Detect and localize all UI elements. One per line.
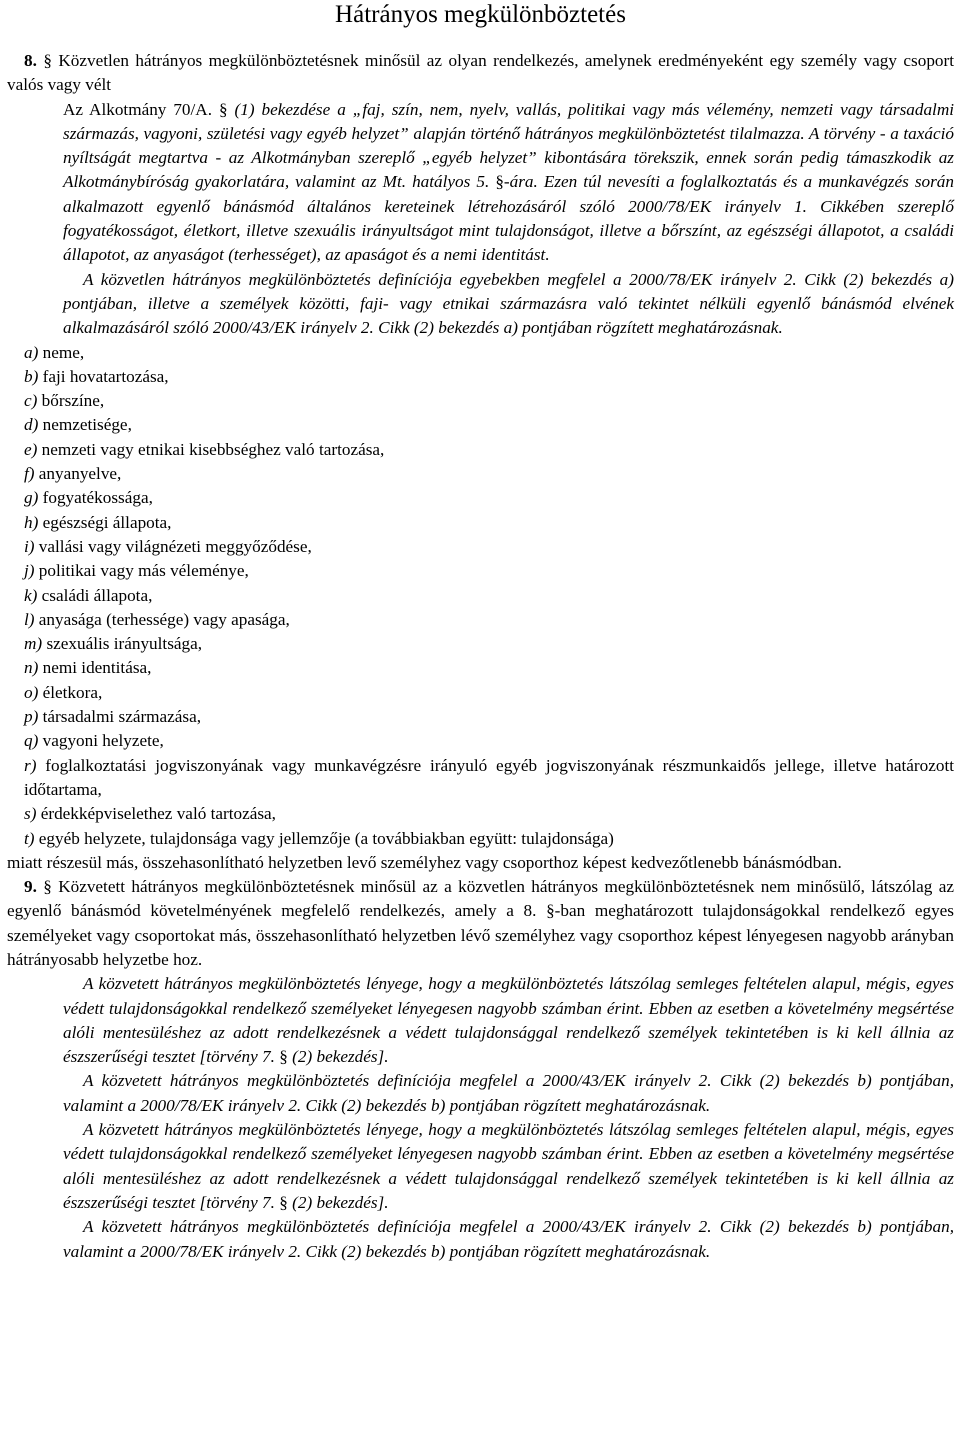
list-item [24, 608, 954, 632]
section-9-text: Közvetett hátrányos megkülönböztetésnek minősül az a közvetlen hátrányos megkülönböztetésnek nem minősülő, látszólag az egyenlő bánásmód követelményének megfelelő rendelkezés, amely a 8. [7, 877, 954, 921]
list-item-label: p) [24, 707, 39, 727]
commentary-paragraph [63, 1118, 954, 1215]
list-item-label: h) [24, 512, 39, 532]
list-item [24, 656, 954, 680]
commentary-paragraph: A közvetett hátrányos megkülönböztetés definíciója megfelel a 2000/43/EK irányelv 2. Cikk (2) bekezdés b) pontjában, valamint a 2000/78/EK irányelv 2. Cikk (2) bekezdés b) pontjában rögzített meghatározásnak. [63, 1217, 954, 1261]
list-item-text: politikai vagy más véleménye, [38, 561, 249, 581]
list-item-label: q) [24, 731, 39, 751]
section-8-end: miatt részesül más, összehasonlítható helyzetben levő személyhez vagy csoporthoz képest kedvezőtlenebb bánásmódban. [7, 852, 842, 872]
commentary-block-1 [7, 98, 954, 341]
section-8-intro [7, 49, 954, 98]
list-item [24, 681, 954, 705]
section-sign: § [279, 1047, 288, 1067]
list-item [24, 511, 954, 535]
list-item [24, 584, 954, 608]
list-item-text: bőrszíne, [41, 391, 105, 411]
list-item [24, 389, 954, 413]
list-item-text: egyéb helyzete, tulajdonsága vagy jellemzője (a továbbiakban együtt: tulajdonsága) [38, 828, 614, 848]
list-item-label: a) [24, 342, 39, 362]
list-item-text: nemzeti vagy etnikai kisebbséghez való tartozása, [41, 439, 385, 459]
list-item-label: m) [24, 634, 43, 654]
list-item-text: érdekképviselethez való tartozása, [40, 804, 276, 824]
list-item-text: társadalmi származása, [42, 707, 202, 727]
list-item-label: n) [24, 658, 39, 678]
commentary-text: A közvetett hátrányos megkülönböztetés lényege, hogy a megkülönböztetés látszólag semleges feltételen alapul, mégis, egyes védett tulajdonságokkal rendelkező személyeket lényegesen nagyobb számban érint. Ebben az esetben a követelmény megsértése alóli mentesüléshez az adott rendelkezésnek a védett tulajdonsággal rendelkező személyek tekintetében is ki kell állnia az észszerűségi tesztet [törvény 7. [63, 974, 954, 1067]
commentary-text: (2) bekezdés]. [292, 1192, 389, 1212]
list-item-text: foglalkoztatási jogviszonyának vagy munkavégzésre irányuló egyéb jogviszonyának részmunkaidős jellege, illetve határozott időtartama, [24, 755, 955, 799]
list-item [24, 802, 954, 826]
section-8-text: Közvetlen hátrányos megkülönböztetésnek minősül az olyan rendelkezés, amelynek eredményeként egy személy vagy csoport valós vagy vélt [7, 51, 955, 95]
commentary-text: (2) bekezdés]. [292, 1047, 389, 1067]
list-item [24, 705, 954, 729]
list-item-text: anyanyelve, [38, 464, 122, 484]
list-item-text: életkora, [42, 682, 103, 702]
commentary-block-2 [7, 972, 954, 1264]
list-item [24, 754, 954, 803]
section-number: 8. [24, 51, 37, 70]
commentary-lead: Az Alkotmány 70/A. [63, 99, 213, 119]
list-item [24, 413, 954, 437]
section-9-text: -ban meghatározott tulajdonságokkal rendelkező egyes személyeket vagy csoportokat más, összehasonlítható helyzetben lévő személyhez vagy csoporthoz képest lényegesen nagyobb arányban hátrányosabb helyzetbe hoz. [7, 901, 954, 969]
list-item-label: e) [24, 439, 38, 459]
list-item-label: t) [24, 828, 35, 848]
list-item [24, 535, 954, 559]
list-item-label: l) [24, 609, 35, 629]
list-item [24, 632, 954, 656]
list-item-text: vallási vagy világnézeti meggyőződése, [38, 536, 312, 556]
list-item [24, 729, 954, 753]
list-item-label: c) [24, 391, 38, 411]
list-item-label: k) [24, 585, 38, 605]
commentary-paragraph: A közvetlen hátrányos megkülönböztetés definíciója egyebekben megfelel a 2000/78/EK irányelv 2. Cikk (2) bekezdés a) pontjában, illetve a személyek közötti, faji- vagy etnikai származásra való tekintet nélküli egyenlő bánásmód elvének alkalmazásáról szóló 2000/43/EK irányelv 2. Cikk (2) bekezdés a) pontjában rögzített meghatározásnak. [63, 269, 954, 338]
list-item [24, 462, 954, 486]
list-item-text: szexuális irányultsága, [46, 634, 203, 654]
list-item-label: o) [24, 682, 39, 702]
list-item-label: i) [24, 536, 35, 556]
list-item-text: egészségi állapota, [42, 512, 172, 532]
list-item-label: d) [24, 415, 39, 435]
commentary-paragraph [63, 98, 954, 268]
list-item-text: faji hovatartozása, [42, 366, 169, 386]
section-sign: § [546, 901, 555, 921]
list-item [24, 827, 954, 851]
list-item [24, 341, 954, 365]
section-sign: § [495, 172, 504, 192]
list-item-text: anyasága (terhessége) vagy apasága, [38, 609, 290, 629]
list-item-text: nemzetisége, [42, 415, 132, 435]
page-title: Hátrányos megkülönböztetés [335, 1, 626, 28]
commentary-text: (1) bekezdése a „faj, szín, nem, nyelv, vallás, politikai vagy más vélemény, nemzeti vagy társadalmi származás, vagyoni, születési vagy egyéb helyzet” alapján történő hátrányos megkülönböztetést tilalmazza. A törvény - a taxáció nyíltságát megtartva - az Alkotmányban szereplő „egyéb helyzet” kibontására törekszik, ennek során pedig támaszkodik az Alkotmánybíróság gyakorlatára, valamint az Mt. hatályos 5. [63, 99, 955, 192]
list-item [24, 486, 954, 510]
section-sign: § [43, 51, 52, 70]
commentary-paragraph [63, 972, 954, 1069]
list-item-label: j) [24, 561, 35, 581]
list-item-text: fogyatékossága, [42, 488, 153, 508]
section-sign: § [43, 877, 52, 897]
list-item-label: b) [24, 366, 39, 386]
commentary-text: A közvetett hátrányos megkülönböztetés lényege, hogy a megkülönböztetés látszólag semleges feltételen alapul, mégis, egyes védett tulajdonságokkal rendelkező személyeket lényegesen nagyobb számban érint. Ebben az esetben a követelmény megsértése alóli mentesüléshez az adott rendelkezésnek a védett tulajdonsággal rendelkező személyek tekintetében is ki kell állnia az észszerűségi tesztet [törvény 7. [63, 1120, 954, 1212]
protected-characteristics-list [7, 341, 954, 851]
list-item-text: családi állapota, [41, 585, 153, 605]
section-number: 9. [24, 877, 37, 897]
list-item [24, 438, 954, 462]
list-item-text: vagyoni helyzete, [42, 731, 164, 751]
list-item-label: s) [24, 804, 37, 824]
list-item-text: nemi identitása, [42, 658, 152, 678]
list-item-label: g) [24, 488, 39, 508]
list-item-label: r) [24, 755, 37, 775]
section-9 [7, 875, 954, 972]
section-sign: § [279, 1192, 288, 1212]
list-item-label: f) [24, 464, 35, 484]
commentary-paragraph: A közvetett hátrányos megkülönböztetés definíciója megfelel a 2000/43/EK irányelv 2. Cikk (2) bekezdés b) pontjában, valamint a 2000/78/EK irányelv 2. Cikk (2) bekezdés b) pontjában rögzített meghatározásnak. [63, 1071, 954, 1115]
list-item [24, 365, 954, 389]
list-item-text: neme, [42, 342, 85, 362]
section-sign: § [218, 99, 228, 119]
list-item [24, 559, 954, 583]
commentary-text: -ára. Ezen túl nevesíti a foglalkoztatás és a munkavégzés során alkalmazott egyenlő bánásmód általános kereteinek létrehozásáról szóló 2000/78/EK irányelv 1. Cikkében szereplő fogyatékosságot, életkort, illetve szexuális irányultságot mint tulajdonságot, illetve a bőrszínt, az egészségi állapotot, a családi állapotot, az anyaságot (terhességet), az apaságot és a nemi identitást. [63, 172, 954, 265]
